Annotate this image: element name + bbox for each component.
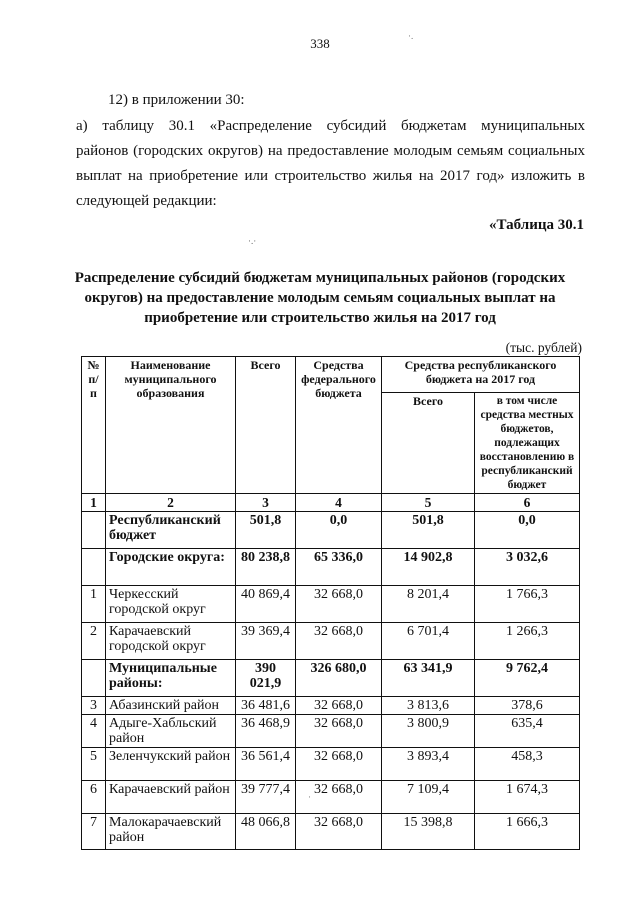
row-number: 7	[82, 814, 106, 850]
row-number: 1	[82, 586, 106, 623]
row-total: 40 869,4	[236, 586, 296, 623]
row-federal: 32 668,0	[296, 814, 382, 850]
subsidy-table	[81, 356, 580, 850]
header-name: Наименование муниципального образования	[106, 357, 236, 494]
row-federal: 32 668,0	[296, 781, 382, 814]
row-republic-local: 635,4	[475, 715, 580, 748]
row-republic-local: 3 032,6	[475, 549, 580, 586]
row-republic-total: 6 701,4	[382, 623, 475, 660]
row-federal: 32 668,0	[296, 748, 382, 781]
header-republic-total: Всего	[382, 393, 475, 494]
row-republic-local: 378,6	[475, 697, 580, 715]
row-name: Городские округа:	[106, 549, 236, 586]
row-republic-total: 3 800,9	[382, 715, 475, 748]
row-republic-local: 1 666,3	[475, 814, 580, 850]
row-number: 2	[82, 623, 106, 660]
table-row	[82, 660, 580, 697]
paragraph-line: следующей редакции:	[76, 193, 217, 209]
header-total: Всего	[236, 357, 296, 494]
row-republic-total: 3 813,6	[382, 697, 475, 715]
table-row	[82, 623, 580, 660]
table-row	[82, 586, 580, 623]
paragraph-line: выплат на приобретение или строительство жилья на 2017 год» изложить в	[76, 168, 585, 184]
col-number: 2	[106, 494, 236, 512]
row-name: Черкесский городской округ	[106, 586, 236, 623]
paragraph-item-12: 12) в приложении 30:	[108, 92, 245, 108]
row-number: 4	[82, 715, 106, 748]
row-federal: 32 668,0	[296, 697, 382, 715]
row-republic-total: 501,8	[382, 512, 475, 549]
paragraph-line: районов (городских округов) на предоставление молодым семьям социальных	[76, 143, 585, 159]
row-federal: 0,0	[296, 512, 382, 549]
table-row	[82, 781, 580, 814]
row-total: 80 238,8	[236, 549, 296, 586]
row-total: 39 369,4	[236, 623, 296, 660]
row-total: 390 021,9	[236, 660, 296, 697]
row-number: 6	[82, 781, 106, 814]
table-row	[82, 748, 580, 781]
row-federal: 32 668,0	[296, 586, 382, 623]
row-total: 36 481,6	[236, 697, 296, 715]
table-row	[82, 814, 580, 850]
col-number: 3	[236, 494, 296, 512]
units-label: (тыс. рублей)	[505, 340, 582, 355]
paragraph-item-a	[76, 114, 585, 214]
header-republic-local: в том числе средства местных бюджетов, подлежащих восстановлению в республиканский бюджет	[475, 393, 580, 494]
row-name: Муниципальные районы:	[106, 660, 236, 697]
table-row	[82, 715, 580, 748]
title-line: Распределение субсидий бюджетам муниципальных районов (городских	[74, 270, 566, 286]
table-row	[82, 512, 580, 549]
row-total: 39 777,4	[236, 781, 296, 814]
row-federal: 32 668,0	[296, 623, 382, 660]
scan-mark: ·.·	[248, 236, 257, 246]
row-name: Малокарачаевский район	[106, 814, 236, 850]
col-number: 5	[382, 494, 475, 512]
row-federal: 32 668,0	[296, 715, 382, 748]
row-republic-total: 8 201,4	[382, 586, 475, 623]
row-republic-local: 1 766,3	[475, 586, 580, 623]
header-federal: Средства федерального бюджета	[296, 357, 382, 494]
scan-mark: ·	[308, 792, 311, 802]
row-republic-local: 1 266,3	[475, 623, 580, 660]
row-name: Республиканский бюджет	[106, 512, 236, 549]
page-number: 338	[310, 36, 330, 51]
row-federal: 326 680,0	[296, 660, 382, 697]
scan-mark: ·.	[408, 31, 414, 41]
col-number: 4	[296, 494, 382, 512]
row-total: 36 561,4	[236, 748, 296, 781]
row-federal: 65 336,0	[296, 549, 382, 586]
title-line: округов) на предоставление молодым семьям социальных выплат на	[84, 290, 556, 306]
row-number	[82, 660, 106, 697]
row-republic-total: 15 398,8	[382, 814, 475, 850]
row-number: 3	[82, 697, 106, 715]
col-number: 1	[82, 494, 106, 512]
row-republic-local: 458,3	[475, 748, 580, 781]
col-number: 6	[475, 494, 580, 512]
table-row	[82, 697, 580, 715]
row-republic-total: 7 109,4	[382, 781, 475, 814]
row-name: Абазинский район	[106, 697, 236, 715]
title-line: приобретение или строительство жилья на 2017 год	[144, 310, 496, 326]
table-body	[82, 512, 580, 850]
table-title	[60, 268, 580, 328]
row-republic-local: 0,0	[475, 512, 580, 549]
row-number	[82, 549, 106, 586]
row-total: 48 066,8	[236, 814, 296, 850]
row-republic-total: 3 893,4	[382, 748, 475, 781]
table-label: «Таблица 30.1	[489, 217, 584, 233]
row-republic-local: 1 674,3	[475, 781, 580, 814]
row-name: Зеленчукский район	[106, 748, 236, 781]
row-name: Карачаевский район	[106, 781, 236, 814]
row-number	[82, 512, 106, 549]
header-republic: Средства республиканского бюджета на 2017 год	[382, 357, 580, 393]
row-republic-total: 63 341,9	[382, 660, 475, 697]
header-num: № п/п	[82, 357, 106, 494]
row-name: Адыге-Хабльский район	[106, 715, 236, 748]
row-republic-total: 14 902,8	[382, 549, 475, 586]
row-total: 501,8	[236, 512, 296, 549]
row-name: Карачаевский городской округ	[106, 623, 236, 660]
paragraph-line: а) таблицу 30.1 «Распределение субсидий бюджетам муниципальных	[76, 118, 585, 134]
row-republic-local: 9 762,4	[475, 660, 580, 697]
row-total: 36 468,9	[236, 715, 296, 748]
row-number: 5	[82, 748, 106, 781]
table-row	[82, 549, 580, 586]
